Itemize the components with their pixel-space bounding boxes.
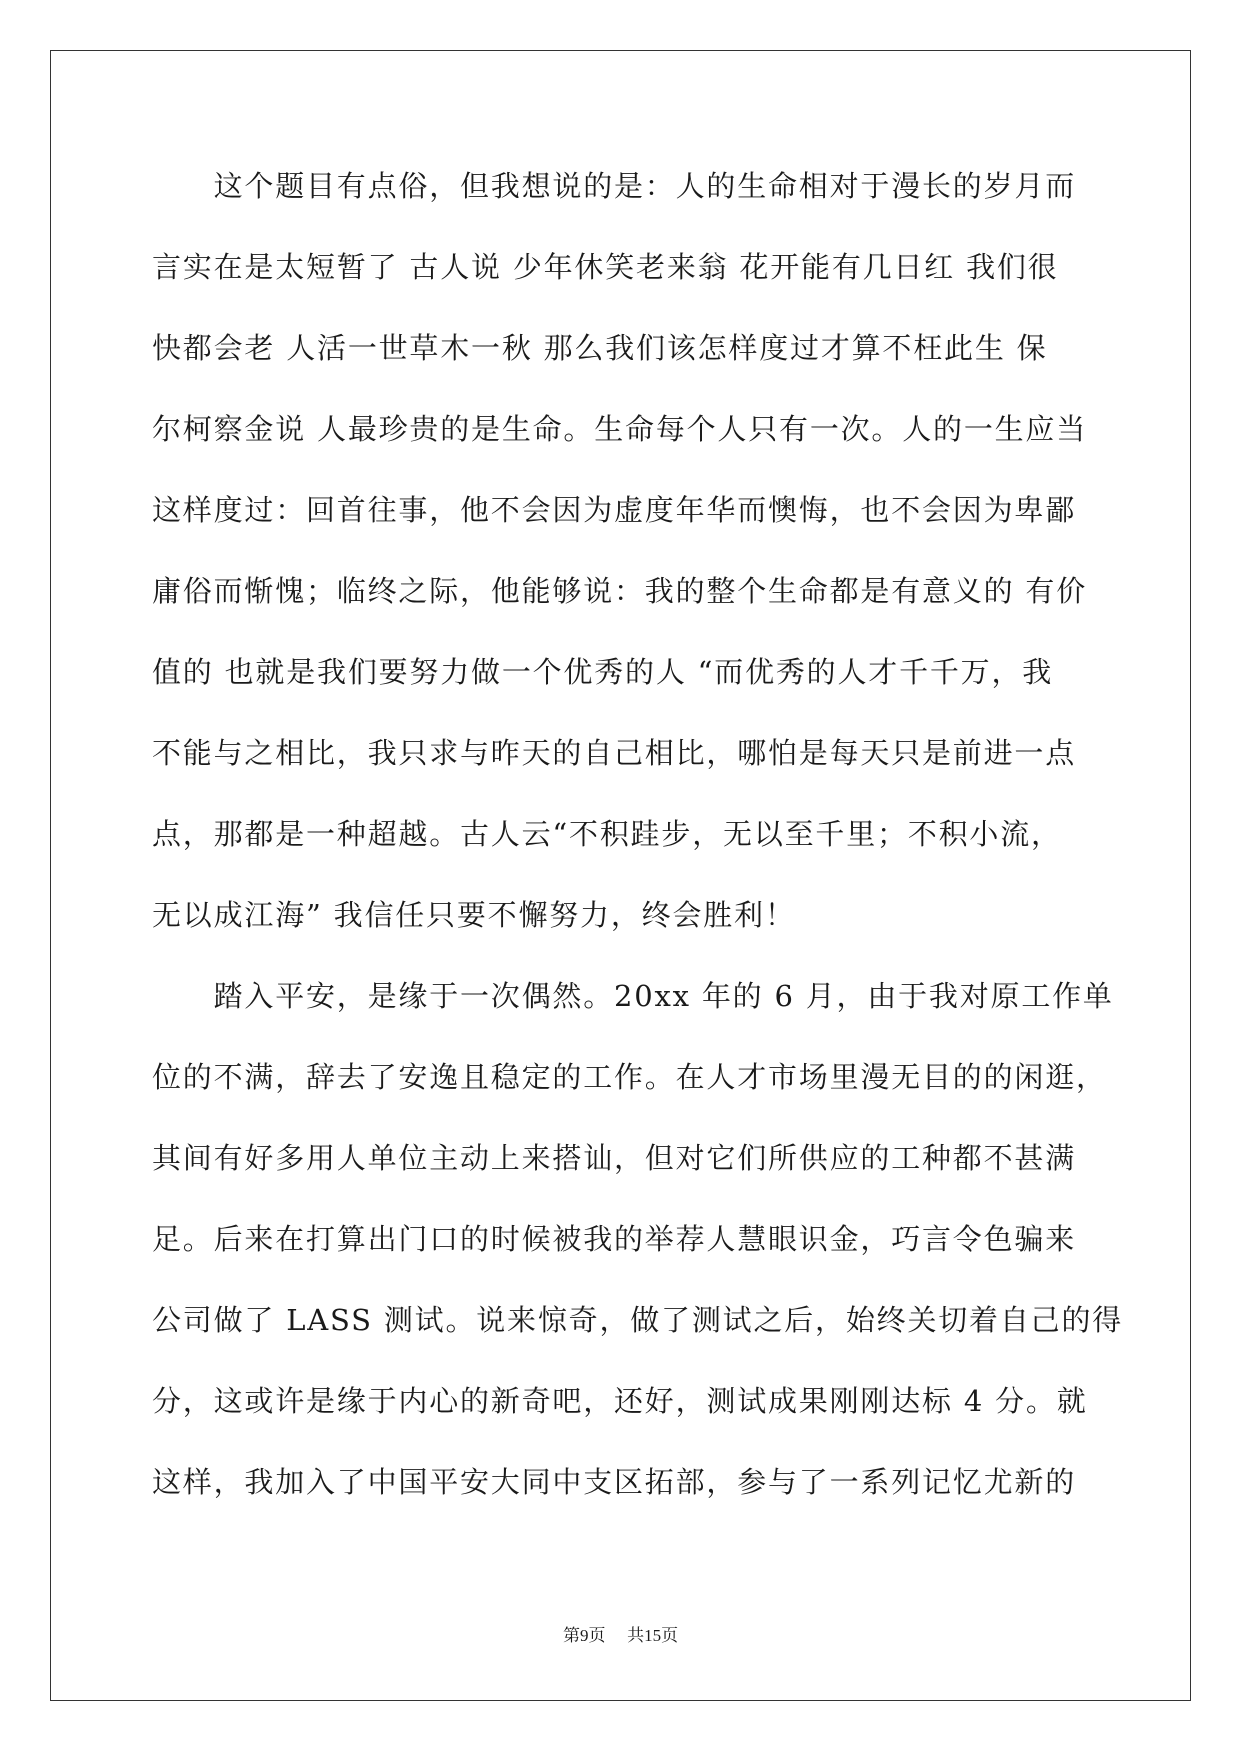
text-line: 快都会老 人活一世草木一秋 那么我们该怎样度过才算不枉此生 保 bbox=[152, 331, 1048, 365]
text-line: 这样度过：回首往事，他不会因为虚度年华而懊悔，也不会因为卑鄙 bbox=[152, 493, 1077, 527]
text-line: 无以成江海” 我信任只要不懈努力，终会胜利！ bbox=[152, 898, 796, 932]
page-border bbox=[50, 50, 1191, 1701]
text-line: 值的 也就是我们要努力做一个优秀的人 “而优秀的人才千千万，我 bbox=[152, 655, 1054, 689]
page-footer bbox=[0, 1624, 1241, 1648]
text-line: 尔柯察金说 人最珍贵的是生命。生命每个人只有一次。人的一生应当 bbox=[152, 412, 1088, 446]
total-pages: 15 bbox=[644, 1626, 662, 1645]
page-number: 9 bbox=[579, 1626, 589, 1645]
text-line: 其间有好多用人单位主动上来搭讪，但对它们所供应的工种都不甚满 bbox=[152, 1141, 1077, 1175]
total-pages-label: 共15页 bbox=[627, 1626, 679, 1646]
text-line: 公司做了 LASS 测试。说来惊奇，做了测试之后，始终关切着自己的得 bbox=[152, 1303, 1124, 1337]
text-line: 这样，我加入了中国平安大同中支区拓部，参与了一系列记忆尤新的 bbox=[152, 1465, 1077, 1499]
text-line: 庸俗而惭愧；临终之际，他能够说：我的整个生命都是有意义的 有价 bbox=[152, 574, 1088, 608]
text-line: 不能与之相比，我只求与昨天的自己相比，哪怕是每天只是前进一点 bbox=[152, 736, 1077, 770]
text-line: 踏入平安，是缘于一次偶然。20xx 年的 6 月，由于我对原工作单 bbox=[152, 979, 1114, 1013]
page-number-label: 第9页 bbox=[562, 1626, 606, 1646]
text-line: 点，那都是一种超越。古人云“不积跬步，无以至千里；不积小流， bbox=[152, 817, 1062, 851]
text-line: 足。后来在打算出门口的时候被我的举荐人慧眼识金，巧言令色骗来 bbox=[152, 1222, 1077, 1256]
text-line: 这个题目有点俗，但我想说的是：人的生命相对于漫长的岁月而 bbox=[152, 169, 1077, 203]
text-line: 言实在是太短暂了 古人说 少年休笑老来翁 花开能有几日红 我们很 bbox=[152, 250, 1059, 284]
text-line: 位的不满，辞去了安逸且稳定的工作。在人才市场里漫无目的的闲逛， bbox=[152, 1060, 1107, 1094]
text-line: 分，这或许是缘于内心的新奇吧，还好，测试成果刚刚达标 4 分。就 bbox=[152, 1384, 1088, 1418]
